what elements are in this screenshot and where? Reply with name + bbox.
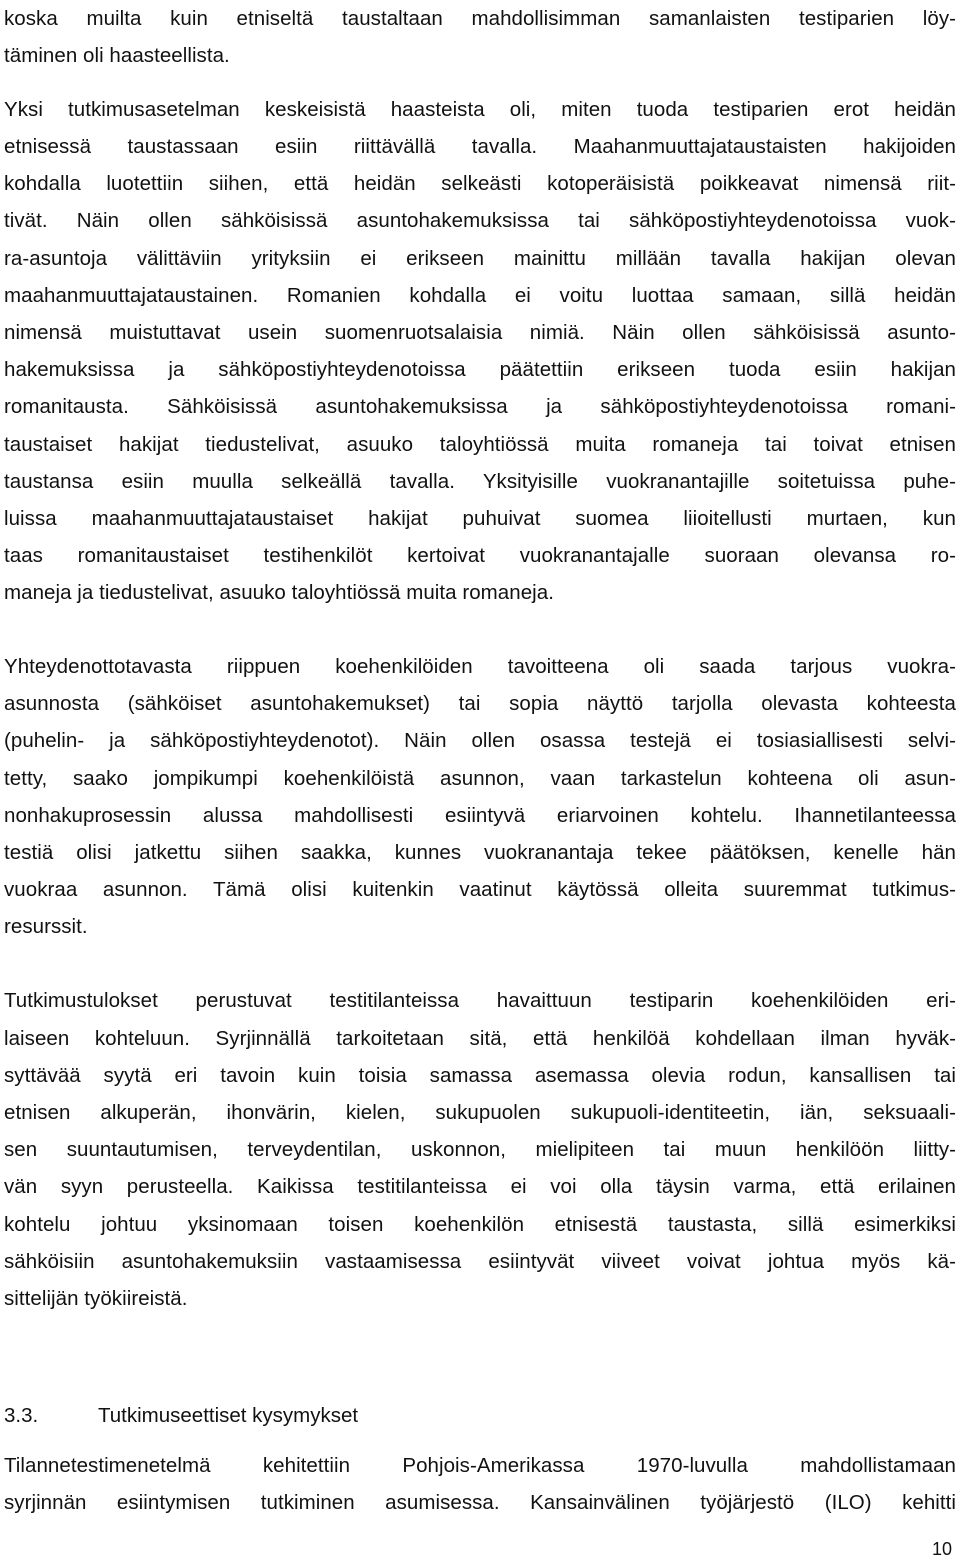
text-line: nimensä muistuttavat usein suomenruotsalaisia nimiä. Näin ollen sähköisissä asunto- <box>4 321 956 344</box>
text-line: kohtelu johtuu yksinomaan toisen koehenkilön etnisestä taustasta, sillä esimerkiksi <box>4 1213 956 1236</box>
text-line: Tilannetestimenetelmä kehitettiin Pohjois-Amerikassa 1970-luvulla mahdollistamaan <box>4 1454 956 1477</box>
text-line: romanitausta. Sähköisissä asuntohakemuksissa ja sähköpostiyhteydenotoissa romani- <box>4 395 956 418</box>
text-line: koska muilta kuin etniseltä taustaltaan mahdollisimman samanlaisten testiparien löy- <box>4 7 956 30</box>
text-line: hakemuksissa ja sähköpostiyhteydenotoissa päätettiin erikseen tuoda esiin hakijan <box>4 358 956 381</box>
text-line: täminen oli haasteellista. <box>4 44 230 67</box>
text-line: testiä olisi jatkettu siihen saakka, kunnes vuokranantaja tekee päätöksen, kenelle hän <box>4 841 956 864</box>
text-line: syttävää syytä eri tavoin kuin toisia samassa asemassa olevia rodun, kansallisen tai <box>4 1064 956 1087</box>
text-line: tivät. Näin ollen sähköisissä asuntohakemuksissa tai sähköpostiyhteydenotoissa vuok- <box>4 209 956 232</box>
section-title: Tutkimuseettiset kysymykset <box>98 1404 359 1427</box>
text-line: etnisessä taustassaan esiin riittävällä tavalla. Maahanmuuttajataustaisten hakijoiden <box>4 135 956 158</box>
text-line: Tutkimustulokset perustuvat testitilanteissa havaittuun testiparin koehenkilöiden eri- <box>4 989 956 1012</box>
text-line: luissa maahanmuuttajataustaiset hakijat puhuivat suomea liioitellusti murtaen, kun <box>4 507 956 530</box>
text-line: maahanmuuttajataustainen. Romanien kohdalla ei voitu luottaa samaan, sillä heidän <box>4 284 956 307</box>
text-line: tetty, saako jompikumpi koehenkilöistä asunnon, vaan tarkastelun kohteena oli asun- <box>4 767 956 790</box>
page-number: 10 <box>931 1539 952 1559</box>
text-line: syrjinnän esiintymisen tutkiminen asumisessa. Kansainvälinen työjärjestö (ILO) kehitti <box>4 1491 956 1514</box>
text-line: nonhakuprosessin alussa mahdollisesti esiintyvä eriarvoinen kohtelu. Ihannetilanteessa <box>4 804 956 827</box>
text-line: sittelijän työkiireistä. <box>4 1287 188 1310</box>
text-line: asunnosta (sähköiset asuntohakemukset) tai sopia näyttö tarjolla olevasta kohteesta <box>4 692 956 715</box>
text-line: vuokraa asunnon. Tämä olisi kuitenkin vaatinut käytössä olleita suuremmat tutkimus- <box>4 878 956 901</box>
text-line: Yhteydenottotavasta riippuen koehenkilöiden tavoitteena oli saada tarjous vuokra- <box>4 655 956 678</box>
text-line: laiseen kohteluun. Syrjinnällä tarkoitetaan sitä, että henkilöä kohdellaan ilman hyväk- <box>4 1027 956 1050</box>
section-number: 3.3. <box>4 1404 39 1427</box>
text-line: vän syyn perusteella. Kaikissa testitilanteissa ei voi olla täysin varma, että erilainen <box>4 1175 956 1198</box>
text-line: (puhelin- ja sähköpostiyhteydenotot). Näin ollen osassa testejä ei tosiasiallisesti selvi- <box>4 729 956 752</box>
text-line: kohdalla luotettiin siihen, että heidän selkeästi kotoperäisistä poikkeavat nimensä riit- <box>4 172 956 195</box>
text-line: Yksi tutkimusasetelman keskeisistä haasteista oli, miten tuoda testiparien erot heidän <box>4 98 956 121</box>
text-line: sen suuntautumisen, terveydentilan, uskonnon, mielipiteen tai muun henkilöön liitty- <box>4 1138 956 1161</box>
text-line: etnisen alkuperän, ihonvärin, kielen, sukupuolen sukupuoli-identiteetin, iän, seksuaali- <box>4 1101 956 1124</box>
text-line: sähköisiin asuntohakemuksiin vastaamisessa esiintyvät viiveet voivat johtua myös kä- <box>4 1250 956 1273</box>
text-line: resurssit. <box>4 915 88 938</box>
text-line: taas romanitaustaiset testihenkilöt kertoivat vuokranantajalle suoraan olevansa ro- <box>4 544 956 567</box>
text-line: taustaiset hakijat tiedustelivat, asuuko taloyhtiössä muita romaneja tai toivat etnisen <box>4 433 956 456</box>
text-line: maneja ja tiedustelivat, asuuko taloyhtiössä muita romaneja. <box>4 581 554 604</box>
text-line: ra-asuntoja välittäviin yrityksiin ei erikseen mainittu millään tavalla hakijan olevan <box>4 247 956 270</box>
text-line: taustansa esiin muulla selkeällä tavalla. Yksityisille vuokranantajille soitetuissa puhe- <box>4 470 956 493</box>
